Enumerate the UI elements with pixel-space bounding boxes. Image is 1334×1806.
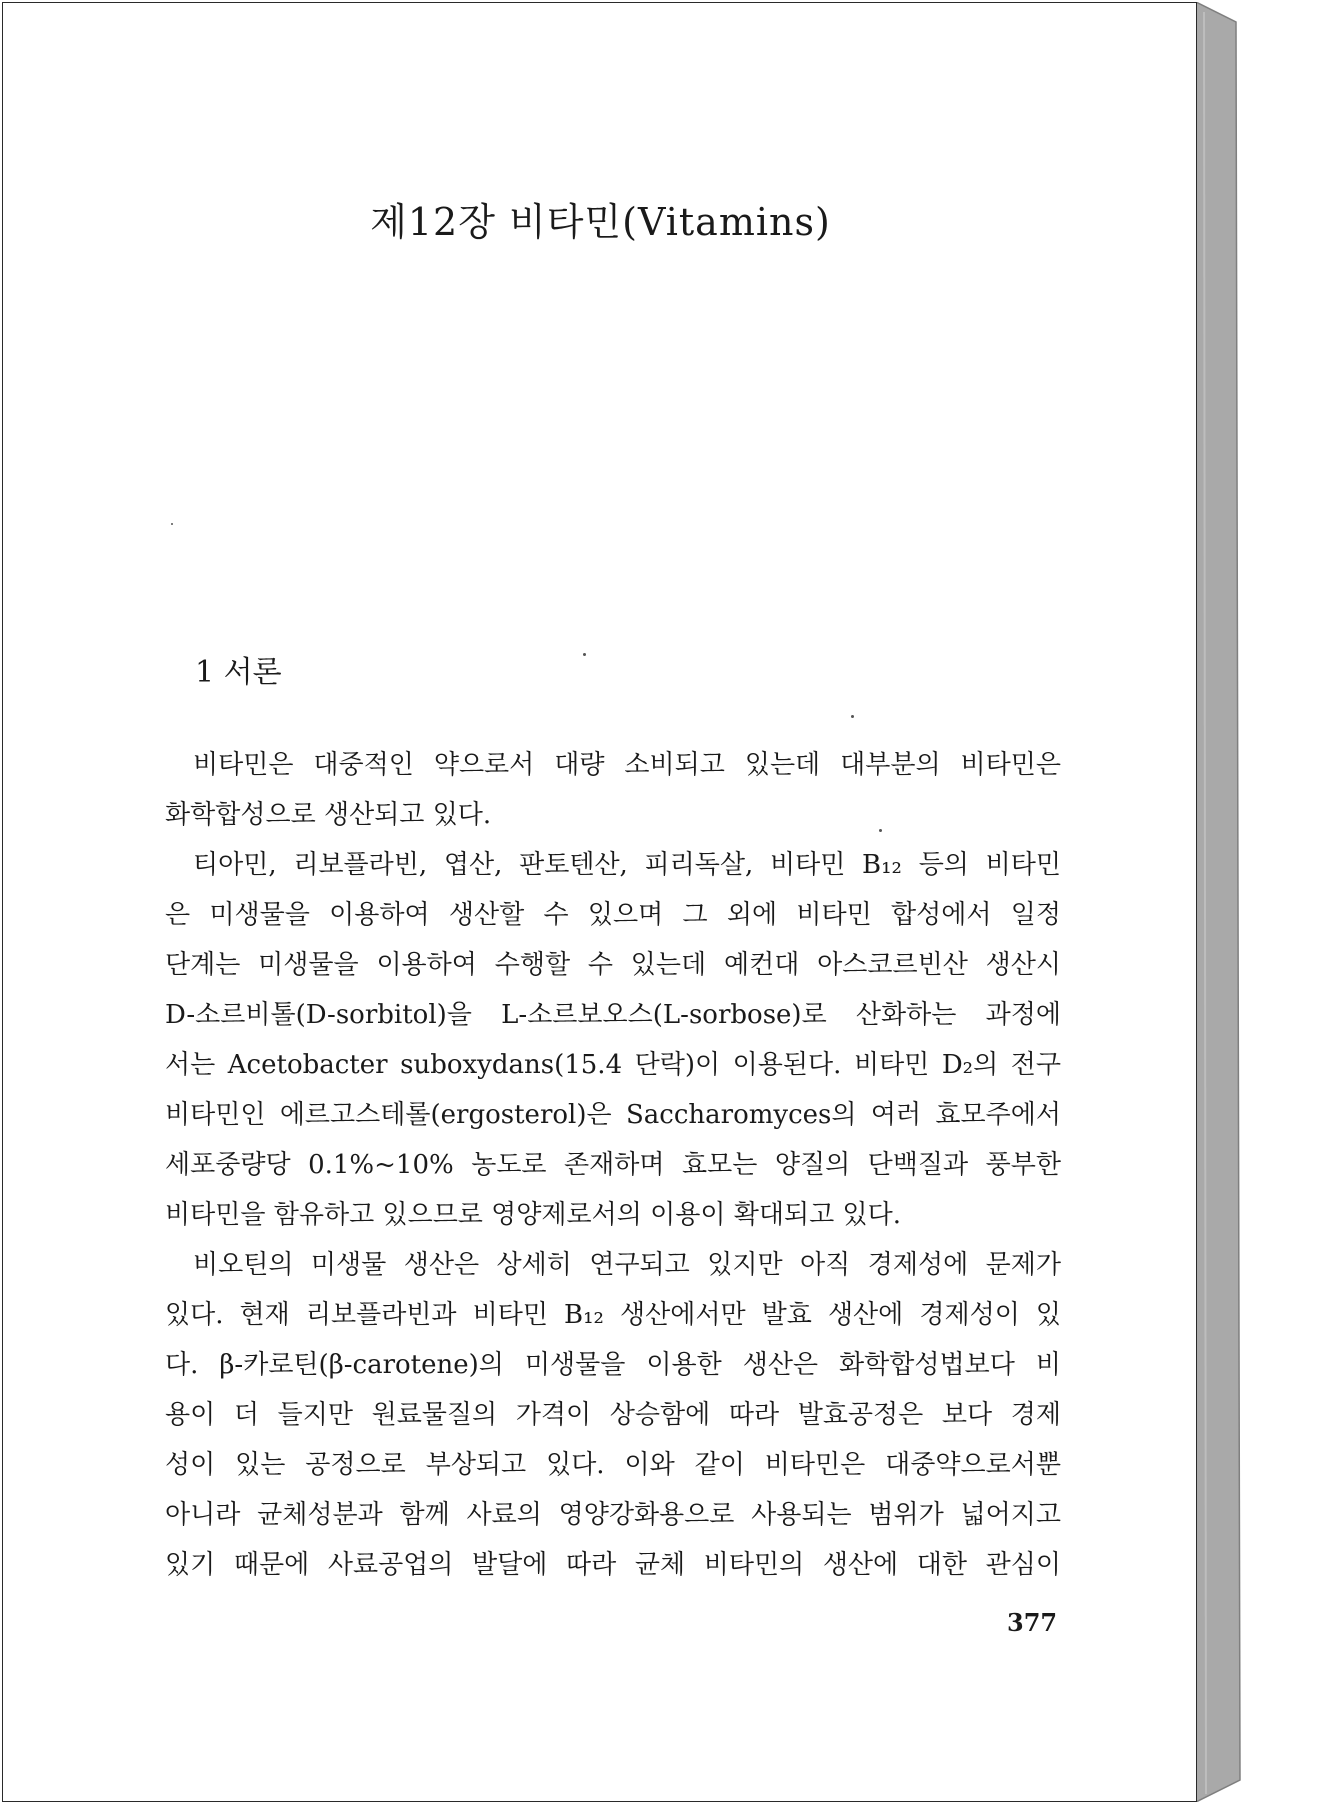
body-text-line: 비타민을 함유하고 있으므로 영양제로서의 이용이 확대되고 있다. [165,1200,901,1230]
body-text-line: 용이 더 들지만 원료물질의 가격이 상승함에 따라 발효공정은 보다 경제 [165,1400,1061,1430]
body-text-line: 비타민인 에르고스테롤(ergosterol)은 Saccharomyces의 여러 효모주에서 [165,1100,1061,1130]
page-number: 377 [1007,1608,1058,1637]
section-heading: 1 서론 [195,655,282,690]
body-text-line: 서는 Acetobacter suboxydans(15.4 단락)이 이용된다. 비타민 D₂의 전구 [165,1050,1061,1080]
body-text-line: 있기 때문에 사료공업의 발달에 따라 균체 비타민의 생산에 대한 관심이 [165,1550,1061,1580]
body-text-line: 성이 있는 공정으로 부상되고 있다. 이와 같이 비타민은 대중약으로서뿐 [165,1450,1061,1480]
scan-speck [583,653,586,656]
body-text-line: 세포중량당 0.1%~10% 농도로 존재하며 효모는 양질의 단백질과 풍부한 [165,1150,1061,1180]
body-text-line: 은 미생물을 이용하여 생산할 수 있으며 그 외에 비타민 합성에서 일정 [165,900,1061,930]
body-text-line: 있다. 현재 리보플라빈과 비타민 B₁₂ 생산에서만 발효 생산에 경제성이 있 [165,1300,1061,1330]
body-text-line: 단계는 미생물을 이용하여 수행할 수 있는데 예컨대 아스코르빈산 생산시 [165,950,1061,980]
body-text-line: 아니라 균체성분과 함께 사료의 영양강화용으로 사용되는 범위가 넓어지고 [165,1500,1061,1530]
chapter-title: 제12장 비타민(Vitamins) [370,200,831,244]
body-text-line: 화학합성으로 생산되고 있다. [165,800,492,830]
book-page [2,2,1197,1802]
body-text-line: D-소르비톨(D-sorbitol)을 L-소르보오스(L-sorbose)로 산화하는 과정에 [165,1000,1061,1030]
book-spine-edge [1196,2,1244,1802]
scan-speck [851,715,854,718]
body-text-line: 티아민, 리보플라빈, 엽산, 판토텐산, 피리독살, 비타민 B₁₂ 등의 비타민 [193,850,1061,880]
body-text-line: 비오틴의 미생물 생산은 상세히 연구되고 있지만 아직 경제성에 문제가 [193,1250,1061,1280]
scan-speck [171,523,173,525]
scan-speck [879,829,882,832]
body-text-line: 다. β-카로틴(β-carotene)의 미생물을 이용한 생산은 화학합성법보다 비 [165,1350,1061,1380]
body-text-line: 비타민은 대중적인 약으로서 대량 소비되고 있는데 대부분의 비타민은 [193,750,1061,780]
